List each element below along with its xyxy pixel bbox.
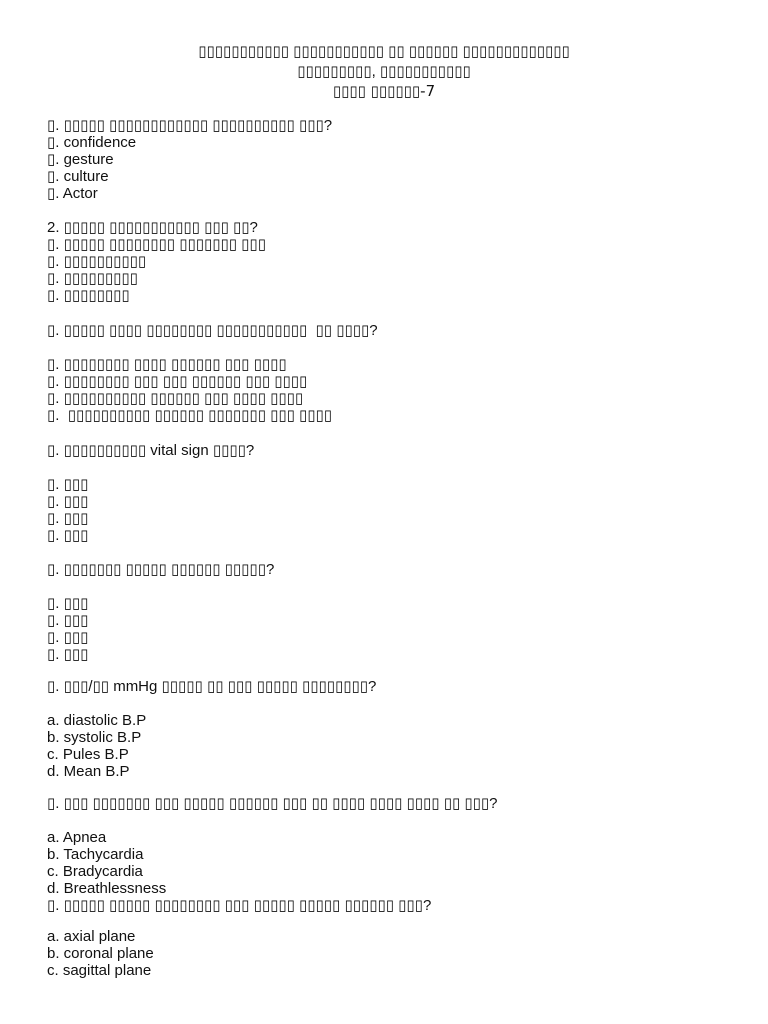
option: ▯. ▯▯▯▯▯ ▯▯▯▯▯▯▯▯ ▯▯▯▯▯▯▯ ▯▯▯ — [47, 236, 266, 253]
options-block-5 — [47, 595, 747, 663]
option: ▯. ▯▯▯▯▯▯▯▯▯▯ — [47, 253, 147, 270]
option: ▯. ▯▯▯▯▯▯▯▯ ▯▯▯▯ ▯▯▯▯▯▯ ▯▯▯ ▯▯▯▯ — [47, 356, 287, 373]
options-block-8 — [47, 928, 747, 979]
question-text: ▯. ▯▯▯▯▯▯▯▯▯▯ vital sign ▯▯▯▯? — [47, 442, 255, 459]
option: a. Apnea — [47, 829, 107, 846]
option: ▯. ▯▯▯ — [47, 527, 89, 544]
option: b. systolic B.P — [47, 729, 142, 746]
option: ▯. ▯▯▯ — [47, 646, 89, 663]
question-block-3 — [47, 322, 747, 339]
option: ▯. ▯▯▯ — [47, 510, 89, 527]
option: ▯. ▯▯▯▯▯▯▯▯ ▯▯▯ ▯▯▯ ▯▯▯▯▯▯ ▯▯▯ ▯▯▯▯ — [47, 373, 308, 390]
option: ▯. ▯▯▯ — [47, 493, 89, 510]
test-title: ▯▯▯▯ ▯▯▯▯▯▯-7 — [332, 82, 436, 100]
option: d. Mean B.P — [47, 763, 130, 780]
option: a. diastolic B.P — [47, 712, 147, 729]
option: c. Bradycardia — [47, 863, 143, 880]
option: c. Pules B.P — [47, 746, 129, 763]
option: ▯. gesture — [47, 151, 114, 168]
option: c. sagittal plane — [47, 962, 152, 979]
question-text: 2. ▯▯▯▯▯ ▯▯▯▯▯▯▯▯▯▯▯ ▯▯▯ ▯▯? — [47, 219, 258, 236]
question-block-5 — [47, 561, 747, 578]
option: d. Breathlessness — [47, 880, 167, 897]
option: ▯. ▯▯▯▯▯▯▯▯▯▯ ▯▯▯▯▯▯ ▯▯▯▯▯▯▯ ▯▯▯ ▯▯▯▯ — [47, 407, 333, 424]
options-block-7 — [47, 829, 747, 914]
option: b. Tachycardia — [47, 846, 144, 863]
question-text: ▯. ▯▯▯▯▯ ▯▯▯▯ ▯▯▯▯▯▯▯▯ ▯▯▯▯▯▯▯▯▯▯▯ ▯▯ ▯▯▯▯? — [47, 322, 378, 339]
question-block-1 — [47, 117, 747, 202]
institution-location: ▯▯▯▯▯▯▯▯▯, ▯▯▯▯▯▯▯▯▯▯▯ — [297, 63, 471, 80]
question-text: ▯. ▯▯▯ ▯▯▯▯▯▯▯ ▯▯▯ ▯▯▯▯▯ ▯▯▯▯▯▯ ▯▯▯ ▯▯ ▯▯▯▯ ▯▯▯▯ ▯▯▯▯ ▯▯ ▯▯▯? — [47, 795, 498, 812]
question-text: ▯. ▯▯▯▯▯ ▯▯▯▯▯▯▯▯▯▯▯▯ ▯▯▯▯▯▯▯▯▯▯ ▯▯▯? — [47, 117, 333, 134]
options-block-3 — [47, 356, 747, 424]
question-text: ▯. ▯▯▯▯▯ ▯▯▯▯▯ ▯▯▯▯▯▯▯▯ ▯▯▯ ▯▯▯▯▯ ▯▯▯▯▯ ▯▯▯▯▯▯ ▯▯▯? — [47, 897, 432, 914]
question-block-7 — [47, 795, 747, 812]
option: ▯. ▯▯▯▯▯▯▯▯ — [47, 287, 130, 304]
option: ▯. ▯▯▯▯▯▯▯▯▯▯ ▯▯▯▯▯▯ ▯▯▯ ▯▯▯▯ ▯▯▯▯ — [47, 390, 304, 407]
option: ▯. confidence — [47, 134, 137, 151]
options-block-4 — [47, 476, 747, 544]
institution-title: ▯▯▯▯▯▯▯▯▯▯▯ ▯▯▯▯▯▯▯▯▯▯▯ ▯▯ ▯▯▯▯▯▯ ▯▯▯▯▯▯▯▯▯▯▯▯▯ — [198, 43, 570, 60]
option: a. axial plane — [47, 928, 136, 945]
option: ▯. ▯▯▯ — [47, 595, 89, 612]
question-block-4 — [47, 442, 747, 459]
question-text: ▯. ▯▯▯▯▯▯▯ ▯▯▯▯▯ ▯▯▯▯▯▯ ▯▯▯▯▯? — [47, 561, 275, 578]
options-block-6 — [47, 712, 747, 780]
option: ▯. ▯▯▯ — [47, 629, 89, 646]
option: ▯. ▯▯▯▯▯▯▯▯▯ — [47, 270, 138, 287]
option: ▯. ▯▯▯ — [47, 476, 89, 493]
option: ▯. ▯▯▯ — [47, 612, 89, 629]
question-text: ▯. ▯▯▯/▯▯ mmHg ▯▯▯▯▯ ▯▯ ▯▯▯ ▯▯▯▯▯ ▯▯▯▯▯▯▯▯? — [47, 678, 377, 695]
option: ▯. culture — [47, 168, 109, 185]
option: ▯. Actor — [47, 185, 98, 202]
question-block-6 — [47, 678, 747, 695]
question-block-2 — [47, 219, 747, 304]
option: b. coronal plane — [47, 945, 154, 962]
